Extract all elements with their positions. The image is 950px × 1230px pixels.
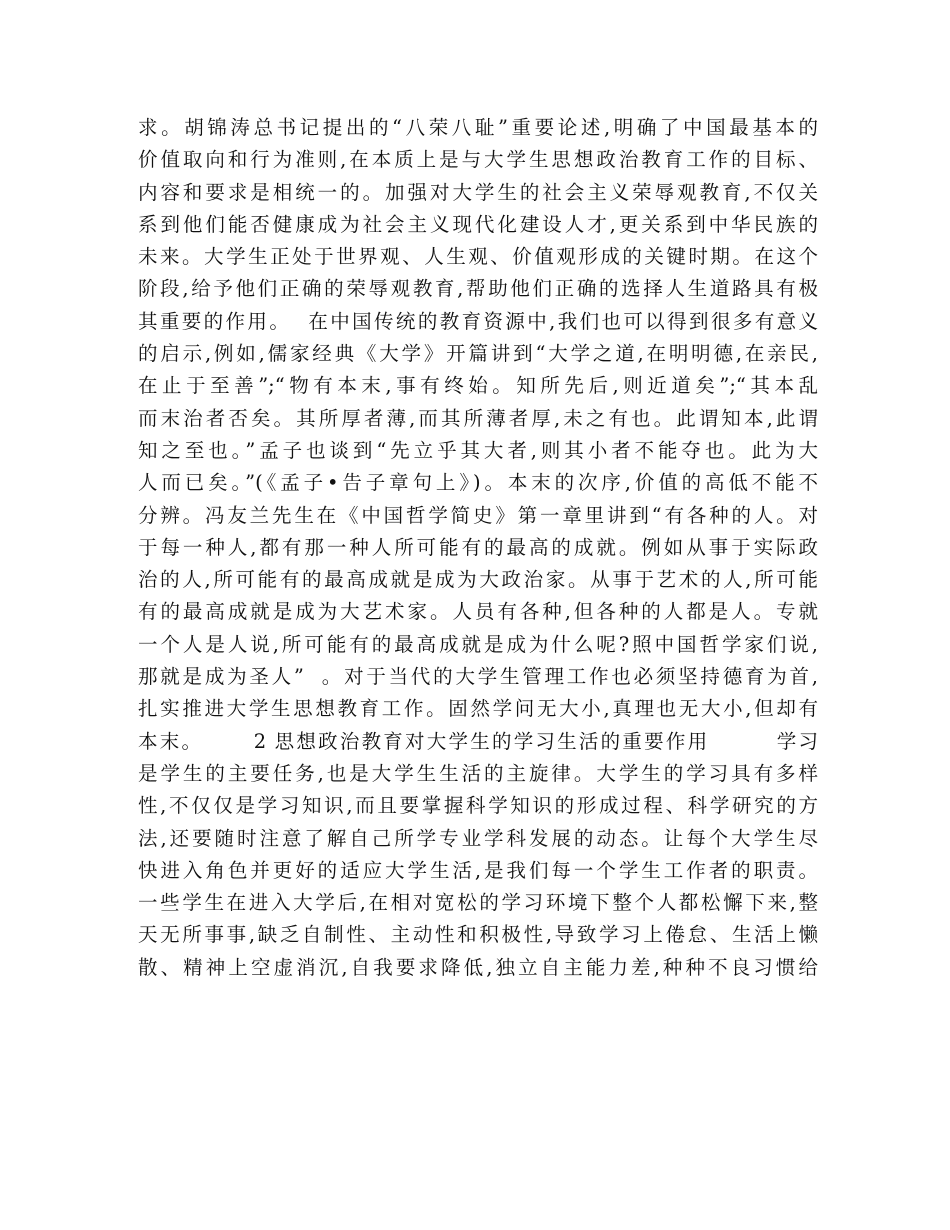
text-line: 知之至也。”孟子也谈到“先立乎其大者,则其小者不能夺也。此为大 — [138, 438, 818, 462]
text-line: 是学生的主要任务,也是大学生生活的主旋律。大学生的学习具有多样 — [138, 761, 818, 785]
text-line: 性,不仅仅是学习知识,而且要掌握科学知识的形成过程、科学研究的方 — [138, 794, 818, 818]
text-line: 系到他们能否健康成为社会主义现代化建设人才,更关系到中华民族的 — [138, 212, 818, 236]
body-text — [138, 112, 818, 984]
text-line: 内容和要求是相统一的。加强对大学生的社会主义荣辱观教育,不仅关 — [138, 180, 818, 204]
text-line: 价值取向和行为准则,在本质上是与大学生思想政治教育工作的目标、 — [138, 148, 818, 172]
text-line: 有的最高成就是成为大艺术家。人员有各种,但各种的人都是人。专就 — [138, 600, 818, 624]
text-line: 分辨。冯友兰先生在《中国哲学简史》第一章里讲到“有各种的人。对 — [138, 503, 818, 527]
text-line: 而末治者否矣。其所厚者薄,而其所薄者厚,未之有也。此谓知本,此谓 — [138, 406, 818, 430]
text-line: 求。胡锦涛总书记提出的“八荣八耻”重要论述,明确了中国最基本的 — [138, 116, 818, 139]
text-line: 未来。大学生正处于世界观、人生观、价值观形成的关键时期。在这个 — [138, 245, 818, 269]
text-line: 阶段,给予他们正确的荣辱观教育,帮助他们正确的选择人生道路具有极 — [138, 277, 818, 301]
text-line: 于每一种人,都有那一种人所可能有的最高的成就。例如从事于实际政 — [138, 535, 818, 559]
text-line: 在止于至善”;“物有本末,事有终始。知所先后,则近道矣”;“其本乱 — [138, 374, 818, 398]
text-line: 本末。 2 思想政治教育对大学生的学习生活的重要作用 学习 — [138, 729, 818, 753]
text-line: 那就是成为圣人” 。对于当代的大学生管理工作也必须坚持德育为首, — [138, 665, 818, 689]
text-line: 法,还要随时注意了解自己所学专业学科发展的动态。让每个大学生尽 — [138, 826, 818, 850]
text-line: 其重要的作用。 在中国传统的教育资源中,我们也可以得到很多有意义 — [138, 309, 818, 333]
text-line: 快进入角色并更好的适应大学生活,是我们每一个学生工作者的职责。 — [138, 858, 818, 882]
text-line: 扎实推进大学生思想教育工作。固然学问无大小,真理也无大小,但却有 — [138, 697, 818, 721]
text-line: 一个人是人说,所可能有的最高成就是成为什么呢?照中国哲学家们说, — [138, 632, 818, 656]
text-line: 散、精神上空虚消沉,自我要求降低,独立自主能力差,种种不良习惯给 — [138, 955, 818, 979]
text-line: 治的人,所可能有的最高成就是成为大政治家。从事于艺术的人,所可能 — [138, 568, 818, 592]
text-line: 一些学生在进入大学后,在相对宽松的学习环境下整个人都松懈下来,整 — [138, 891, 818, 915]
text-line: 人而已矣。”(《孟子•告子章句上》)。本末的次序,价值的高低不能不 — [138, 471, 818, 495]
text-line: 天无所事事,缺乏自制性、主动性和积极性,导致学习上倦怠、生活上懒 — [138, 923, 818, 947]
text-line: 的启示,例如,儒家经典《大学》开篇讲到“大学之道,在明明德,在亲民, — [138, 342, 818, 366]
